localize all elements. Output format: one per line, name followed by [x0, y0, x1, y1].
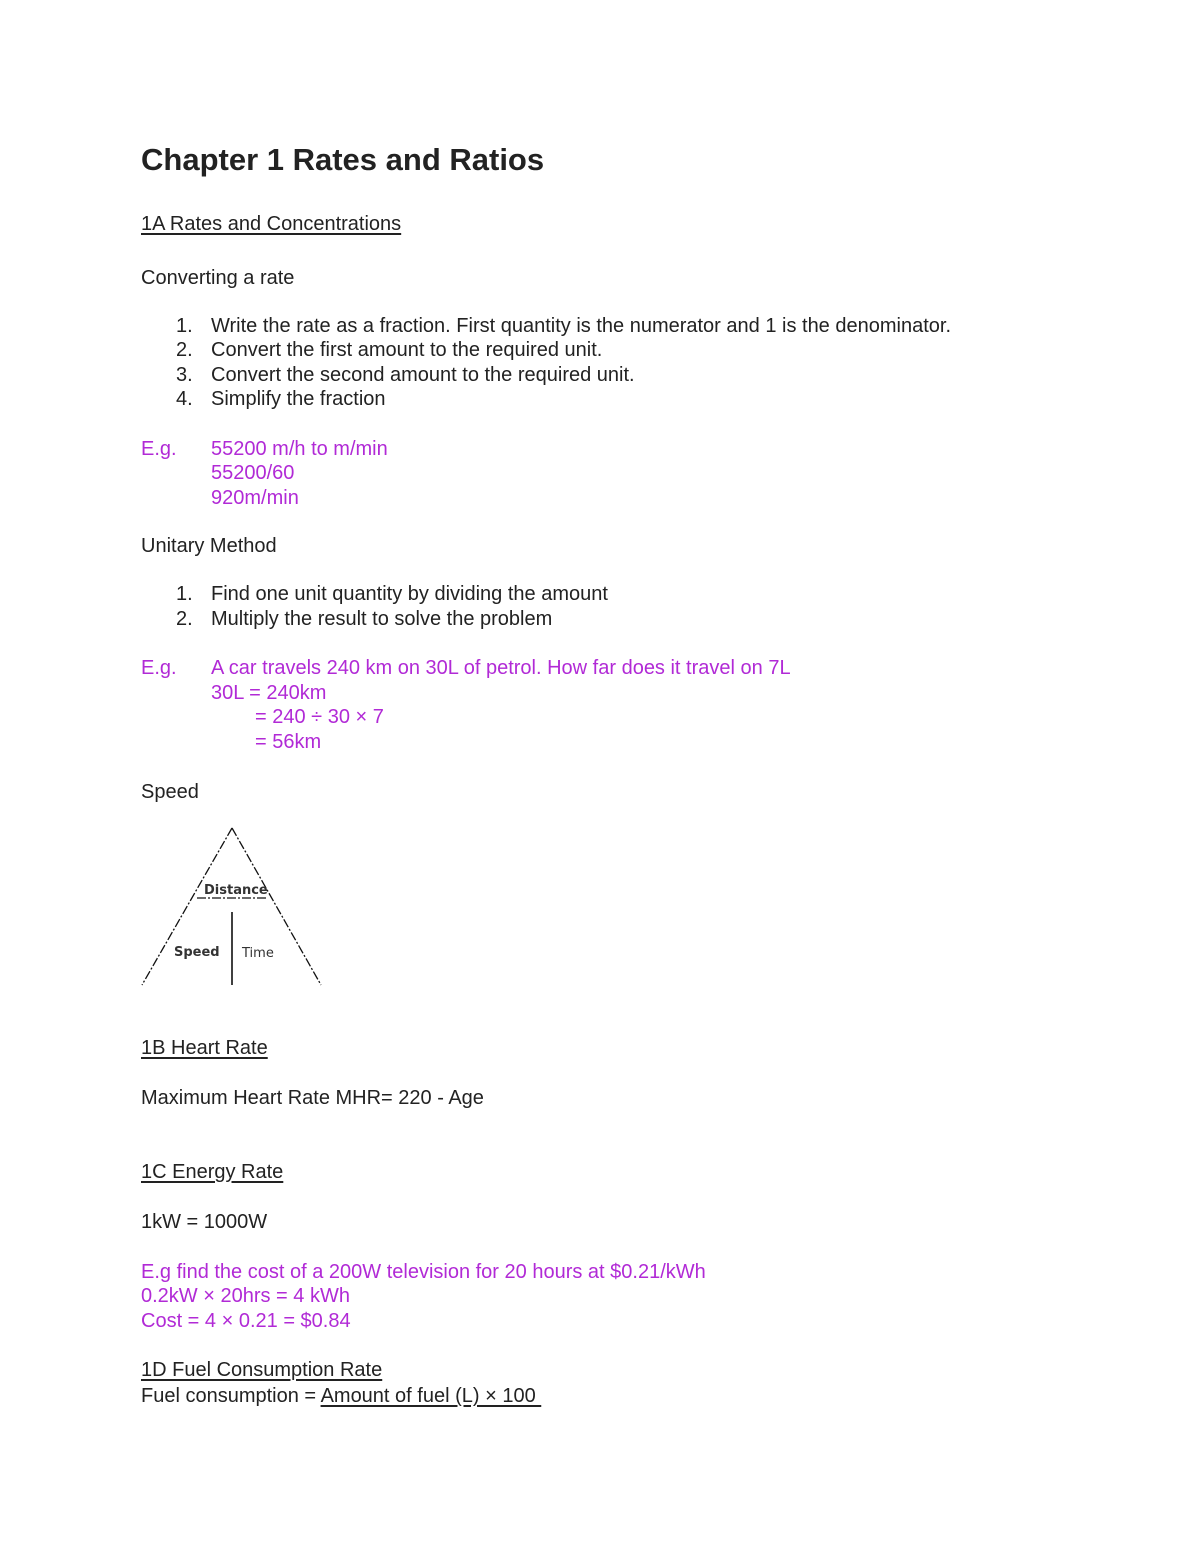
list-item: Simplify the fraction [211, 388, 386, 410]
section-1d-heading: 1D Fuel Consumption Rate [141, 1359, 383, 1381]
triangle-label-speed: Speed [174, 945, 220, 960]
example-label: E.g. [141, 438, 177, 460]
example-line: 0.2kW × 20hrs = 4 kWh [141, 1285, 350, 1307]
list-item: Multiply the result to solve the problem [211, 608, 553, 630]
step-number: 1. [176, 315, 193, 337]
speed-distance-time-triangle [138, 824, 328, 990]
energy-conversion: 1kW = 1000W [141, 1211, 268, 1233]
section-1b-heading: 1B Heart Rate [141, 1037, 268, 1059]
step-number: 4. [176, 388, 193, 410]
page-title: Chapter 1 Rates and Ratios [141, 142, 545, 177]
section-1c-heading: 1C Energy Rate [141, 1161, 284, 1183]
list-item: Find one unit quantity by dividing the amount [211, 583, 608, 605]
step-number: 3. [176, 364, 193, 386]
triangle-right-edge [232, 828, 321, 985]
example-line: 55200/60 [211, 462, 295, 484]
step-number: 2. [176, 608, 193, 630]
step-number: 2. [176, 339, 193, 361]
speed-heading: Speed [141, 781, 199, 803]
step-number: 1. [176, 583, 193, 605]
fuel-consumption-formula [141, 1384, 541, 1408]
example-line: E.g find the cost of a 200W television for 20 hours at $0.21/kWh [141, 1261, 706, 1283]
example-line: = 240 ÷ 30 × 7 [255, 706, 384, 728]
heart-rate-formula: Maximum Heart Rate MHR= 220 - Age [141, 1087, 484, 1109]
triangle-label-time: Time [242, 946, 274, 961]
triangle-label-distance: Distance [204, 883, 268, 898]
formula-prefix: Fuel consumption = [141, 1385, 321, 1407]
section-1a-heading: 1A Rates and Concentrations [141, 213, 402, 235]
list-item: Write the rate as a fraction. First quantity is the numerator and 1 is the denominator. [211, 315, 951, 337]
list-item: Convert the second amount to the required unit. [211, 364, 635, 386]
formula-numerator: Amount of fuel (L) × 100 [320, 1385, 542, 1407]
example-line: Cost = 4 × 0.21 = $0.84 [141, 1310, 351, 1332]
list-item: Convert the first amount to the required unit. [211, 339, 603, 361]
example-line: 55200 m/h to m/min [211, 438, 388, 460]
converting-rate-heading: Converting a rate [141, 267, 295, 289]
unitary-method-heading: Unitary Method [141, 535, 277, 557]
triangle-left-edge [142, 828, 232, 985]
example-line: 30L = 240km [211, 682, 327, 704]
example-label: E.g. [141, 657, 177, 679]
example-line: 920m/min [211, 487, 299, 509]
example-line: = 56km [255, 731, 322, 753]
example-line: A car travels 240 km on 30L of petrol. How far does it travel on 7L [211, 657, 791, 679]
